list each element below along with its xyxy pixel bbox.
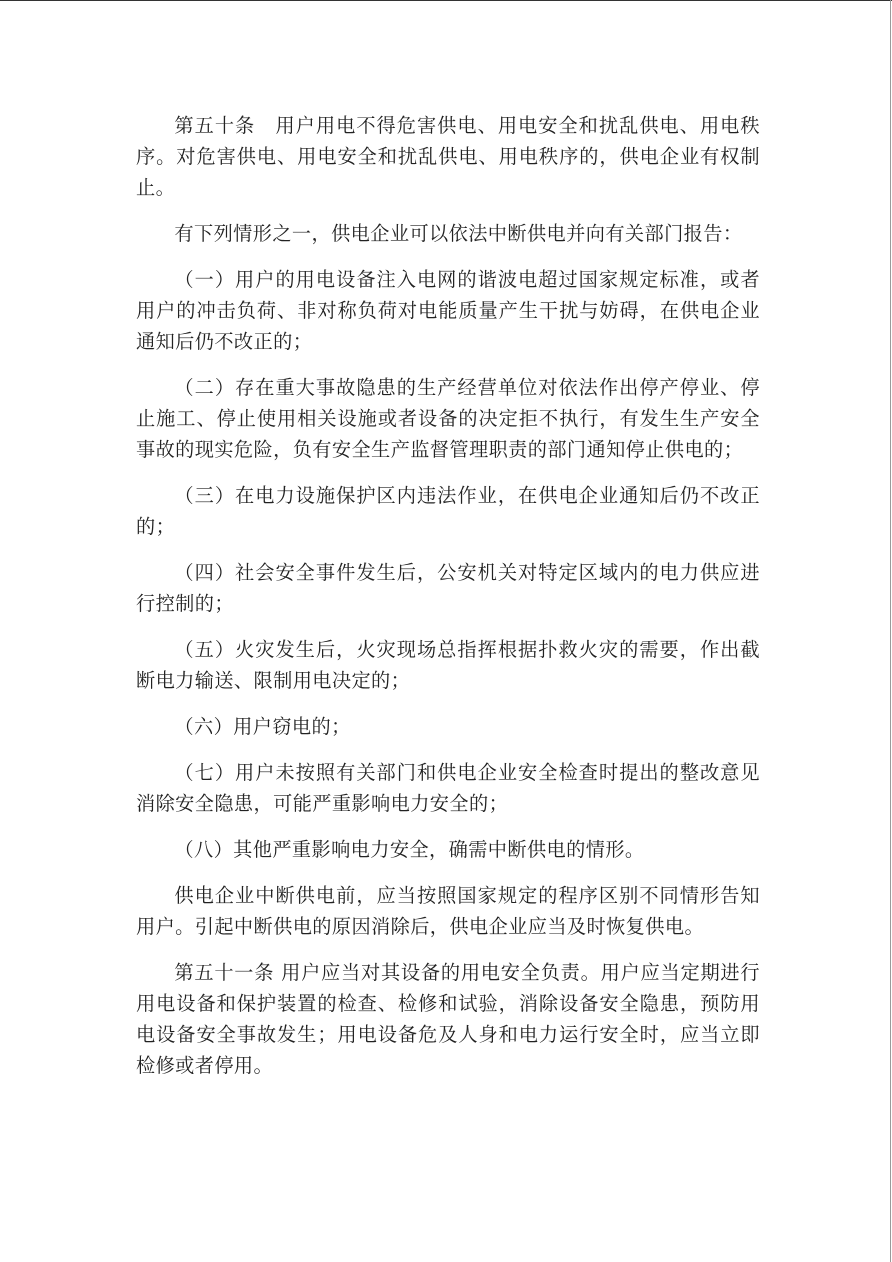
paragraph-interruption-intro: 有下列情形之一，供电企业可以依法中断供电并向有关部门报告： bbox=[174, 222, 743, 245]
document-body bbox=[136, 110, 760, 1096]
paragraph-item-2: （二）存在重大事故隐患的生产经营单位对依法作出停产停业、停止施工、停止使用相关设施或者设备的决定拒不执行，有发生生产安全事故的现实危险，负有安全生产监督管理职责的部门通知停止供电的； bbox=[136, 376, 760, 461]
paragraph-item-6: （六）用户窃电的； bbox=[174, 715, 351, 738]
paragraph-item-3: （三）在电力设施保护区内违法作业，在供电企业通知后仍不改正的； bbox=[136, 484, 760, 538]
paragraph-item-4: （四）社会安全事件发生后，公安机关对特定区域内的电力供应进行控制的； bbox=[136, 561, 760, 615]
paragraph-article-51: 第五十一条 用户应当对其设备的用电安全负责。用户应当定期进行用电设备和保护装置的检查、检修和试验，消除设备安全隐患，预防用电设备安全事故发生；用电设备危及人身和电力运行安全时，应当立即检修或者停用。 bbox=[136, 961, 760, 1077]
paragraph-item-1: （一）用户的用电设备注入电网的谐波电超过国家规定标准，或者用户的冲击负荷、非对称负荷对电能质量产生干扰与妨碍，在供电企业通知后仍不改正的； bbox=[136, 268, 760, 353]
paragraph-article-50: 第五十条 用户用电不得危害供电、用电安全和扰乱供电、用电秩序。对危害供电、用电安全和扰乱供电、用电秩序的，供电企业有权制止。 bbox=[136, 114, 760, 199]
paragraph-item-5: （五）火灾发生后，火灾现场总指挥根据扑救火灾的需要，作出截断电力输送、限制用电决定的； bbox=[136, 638, 760, 692]
paragraph-item-8: （八）其他严重影响电力安全，确需中断供电的情形。 bbox=[174, 838, 645, 861]
page-right-border bbox=[890, 0, 891, 1262]
page-top-border bbox=[0, 0, 892, 1]
paragraph-item-7: （七）用户未按照有关部门和供电企业安全检查时提出的整改意见消除安全隐患，可能严重影响电力安全的； bbox=[136, 761, 760, 815]
paragraph-notification: 供电企业中断供电前，应当按照国家规定的程序区别不同情形告知用户。引起中断供电的原因消除后，供电企业应当及时恢复供电。 bbox=[136, 884, 760, 938]
